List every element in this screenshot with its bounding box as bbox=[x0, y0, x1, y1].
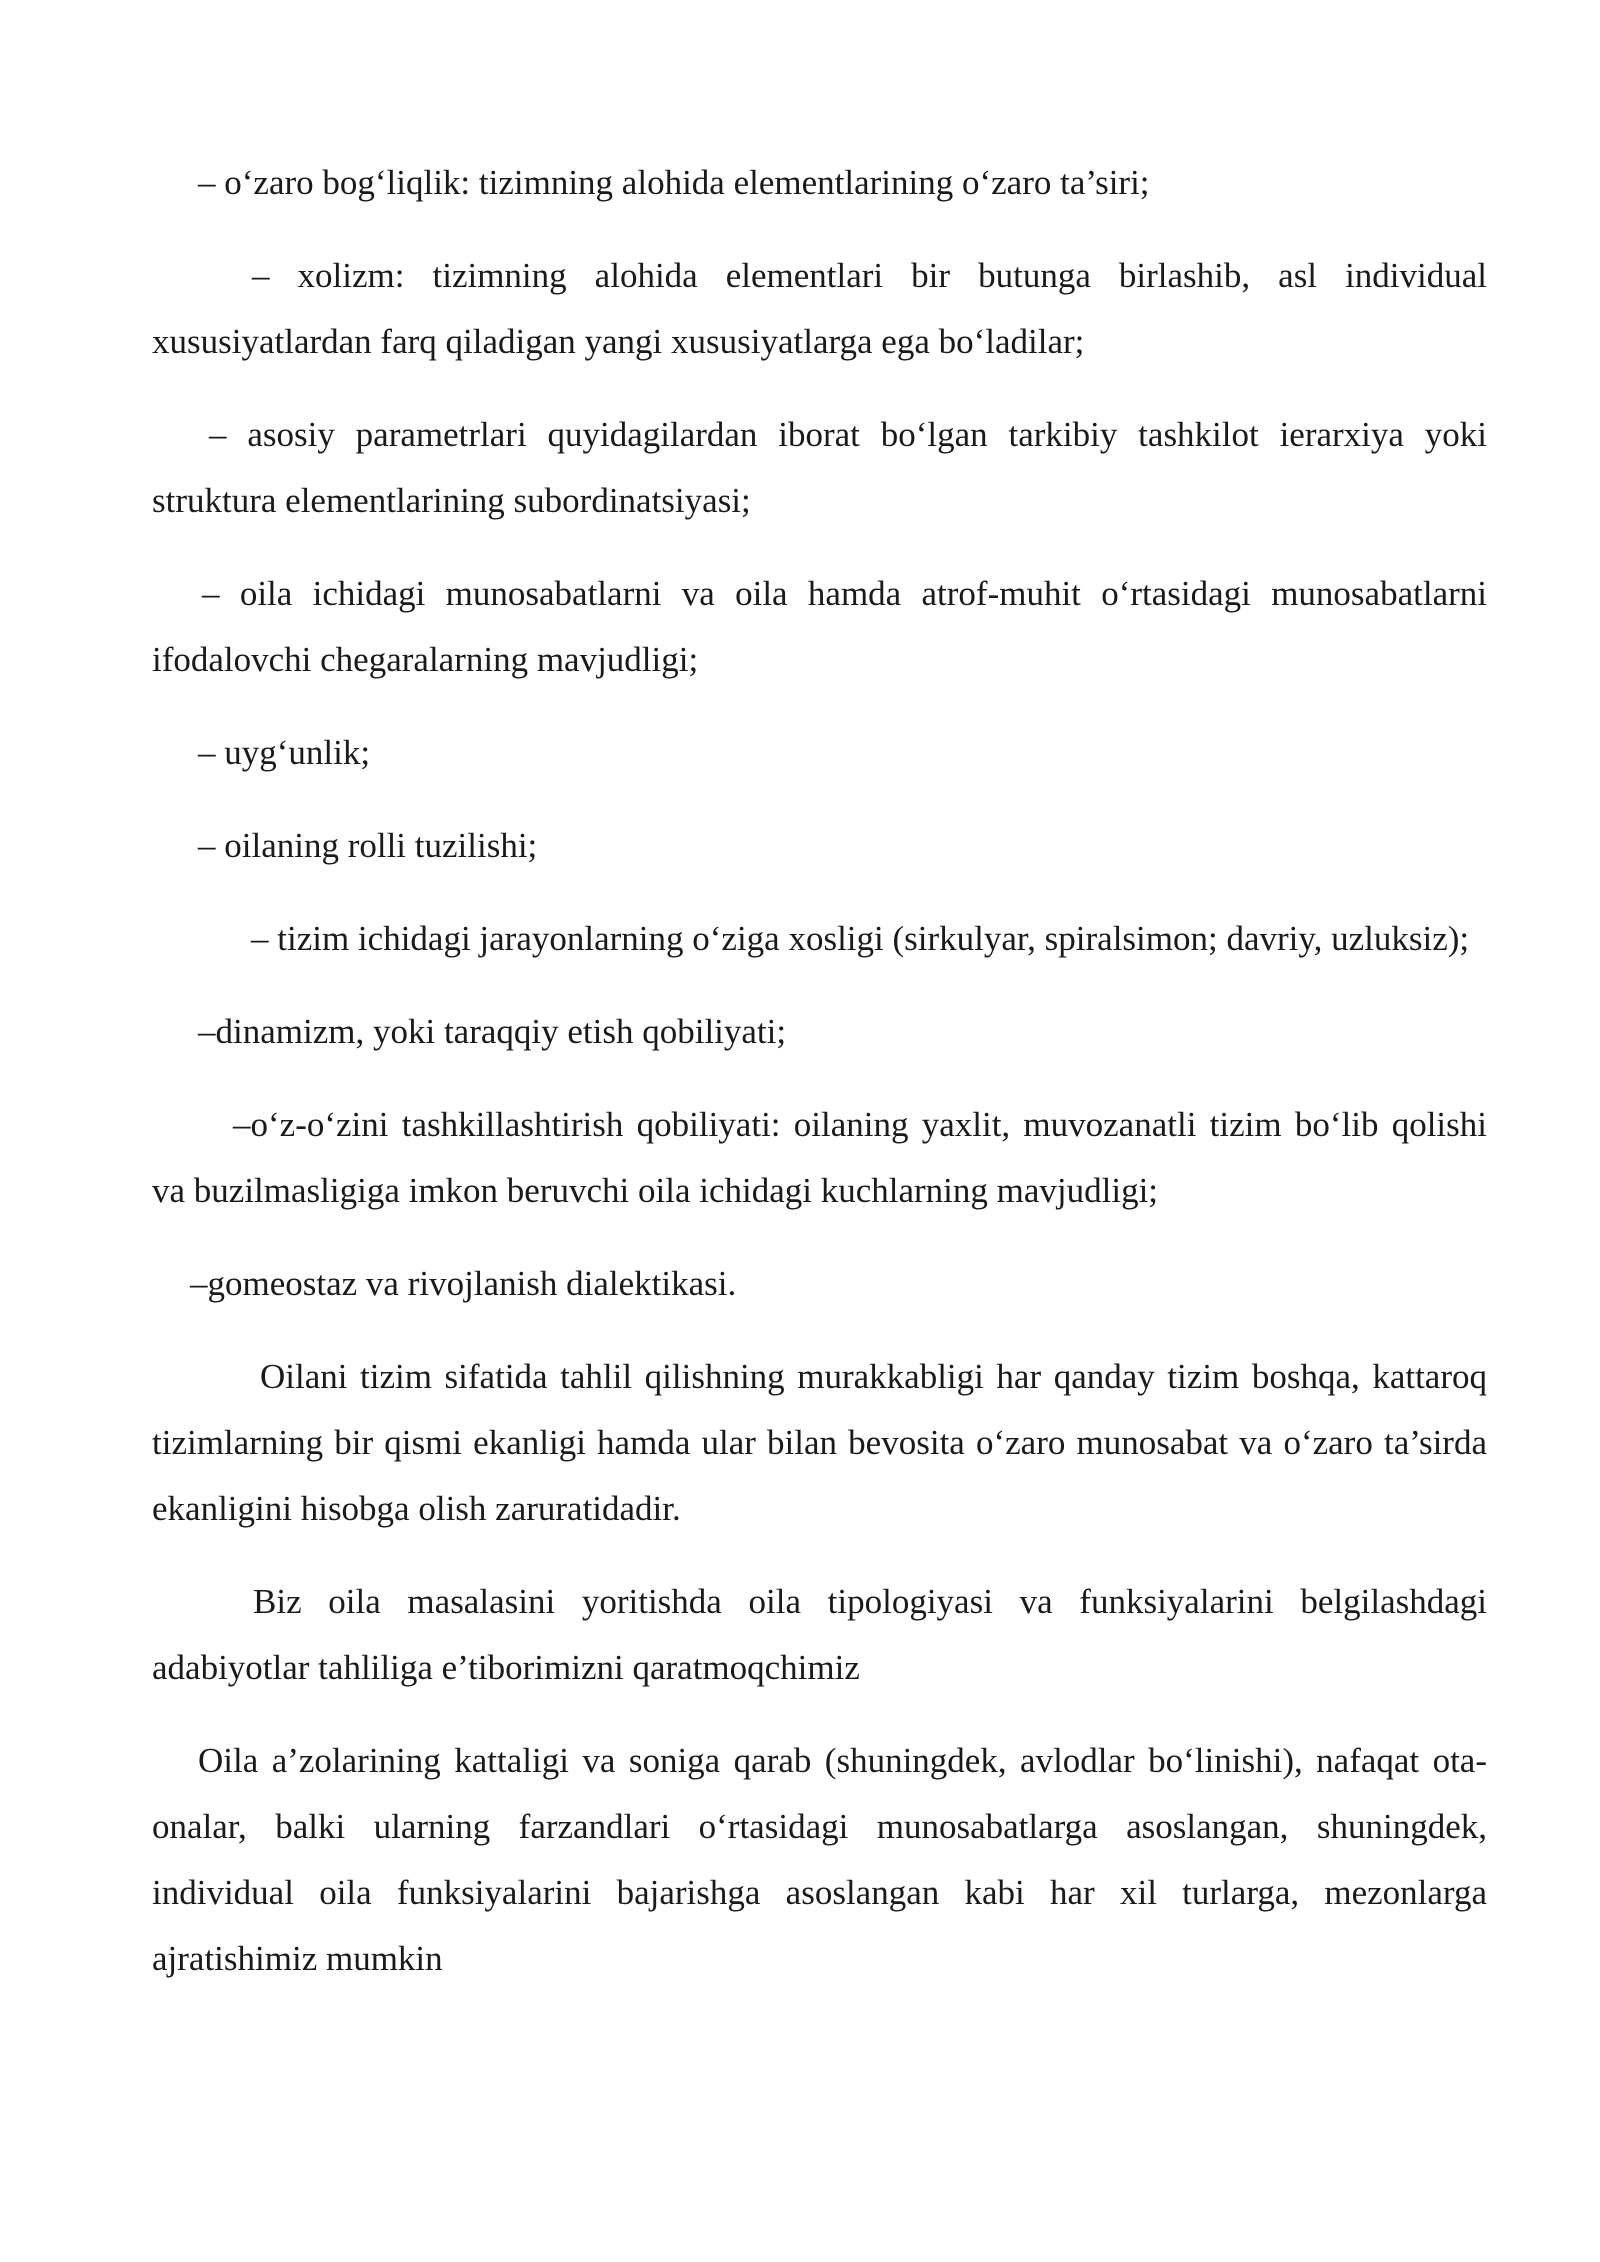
document-body bbox=[152, 150, 1487, 2019]
paragraph-processes: – tizim ichidagi jarayonlarning o‘ziga xosligi (sirkulyar, spiralsimon; davriy, uzluksiz); bbox=[251, 919, 1470, 958]
paragraph-interdependence: – o‘zaro bog‘liqlik: tizimning alohida elementlarining o‘zaro ta’siri; bbox=[198, 163, 1150, 202]
paragraph-dynamism: –dinamizm, yoki taraqqiy etish qobiliyati; bbox=[198, 1012, 787, 1051]
paragraph-homeostasis: –gomeostaz va rivojlanish dialektikasi. bbox=[190, 1264, 737, 1303]
paragraph-typology: Biz oila masalasini yoritishda oila tipologiyasi va funksiyalarini belgilashdagi adabiyotlar tahliliga e’tiborimizni qaratmoqchimiz bbox=[152, 1582, 1487, 1687]
paragraph-holism: – xolizm: tizimning alohida elementlari bir butunga birlashib, asl individual xususiyatlardan farq qiladigan yangi xususiyatlarga ega bo‘ladilar; bbox=[152, 256, 1487, 361]
paragraph-self-organization: –o‘z-o‘zini tashkillashtirish qobiliyati: oilaning yaxlit, muvozanatli tizim bo‘lib qolishi va buzilmasligiga imkon beruvchi oila ichidagi kuchlarning mavjudligi; bbox=[152, 1105, 1487, 1210]
paragraph-classification: Oila a’zolarining kattaligi va soniga qarab (shuningdek, avlodlar bo‘linishi), nafaqat ota-onalar, balki ularning farzandlari o‘rtasidagi munosabatlarga asoslangan, shuningdek, individual oila funksiyalarini bajarishga asoslangan kabi har xil turlarga, mezonlarga ajratishimiz mumkin bbox=[152, 1741, 1487, 1978]
paragraph-harmony: – uyg‘unlik; bbox=[198, 733, 371, 772]
paragraph-role-structure: – oilaning rolli tuzilishi; bbox=[198, 826, 538, 865]
paragraph-system-analysis: Oilani tizim sifatida tahlil qilishning murakkabligi har qanday tizim boshqa, kattaroq tizimlarning bir qismi ekanligi hamda ular bilan bevosita o‘zaro munosabat va o‘zaro ta’sirda ekanligini hisobga olish zaruratidadir. bbox=[152, 1357, 1487, 1528]
paragraph-boundaries: – oila ichidagi munosabatlarni va oila hamda atrof-muhit o‘rtasidagi munosabatlarni ifodalovchi chegaralarning mavjudligi; bbox=[152, 574, 1487, 679]
paragraph-hierarchy: – asosiy parametrlari quyidagilardan iborat bo‘lgan tarkibiy tashkilot ierarxiya yoki struktura elementlarining subordinatsiyasi; bbox=[152, 415, 1487, 520]
